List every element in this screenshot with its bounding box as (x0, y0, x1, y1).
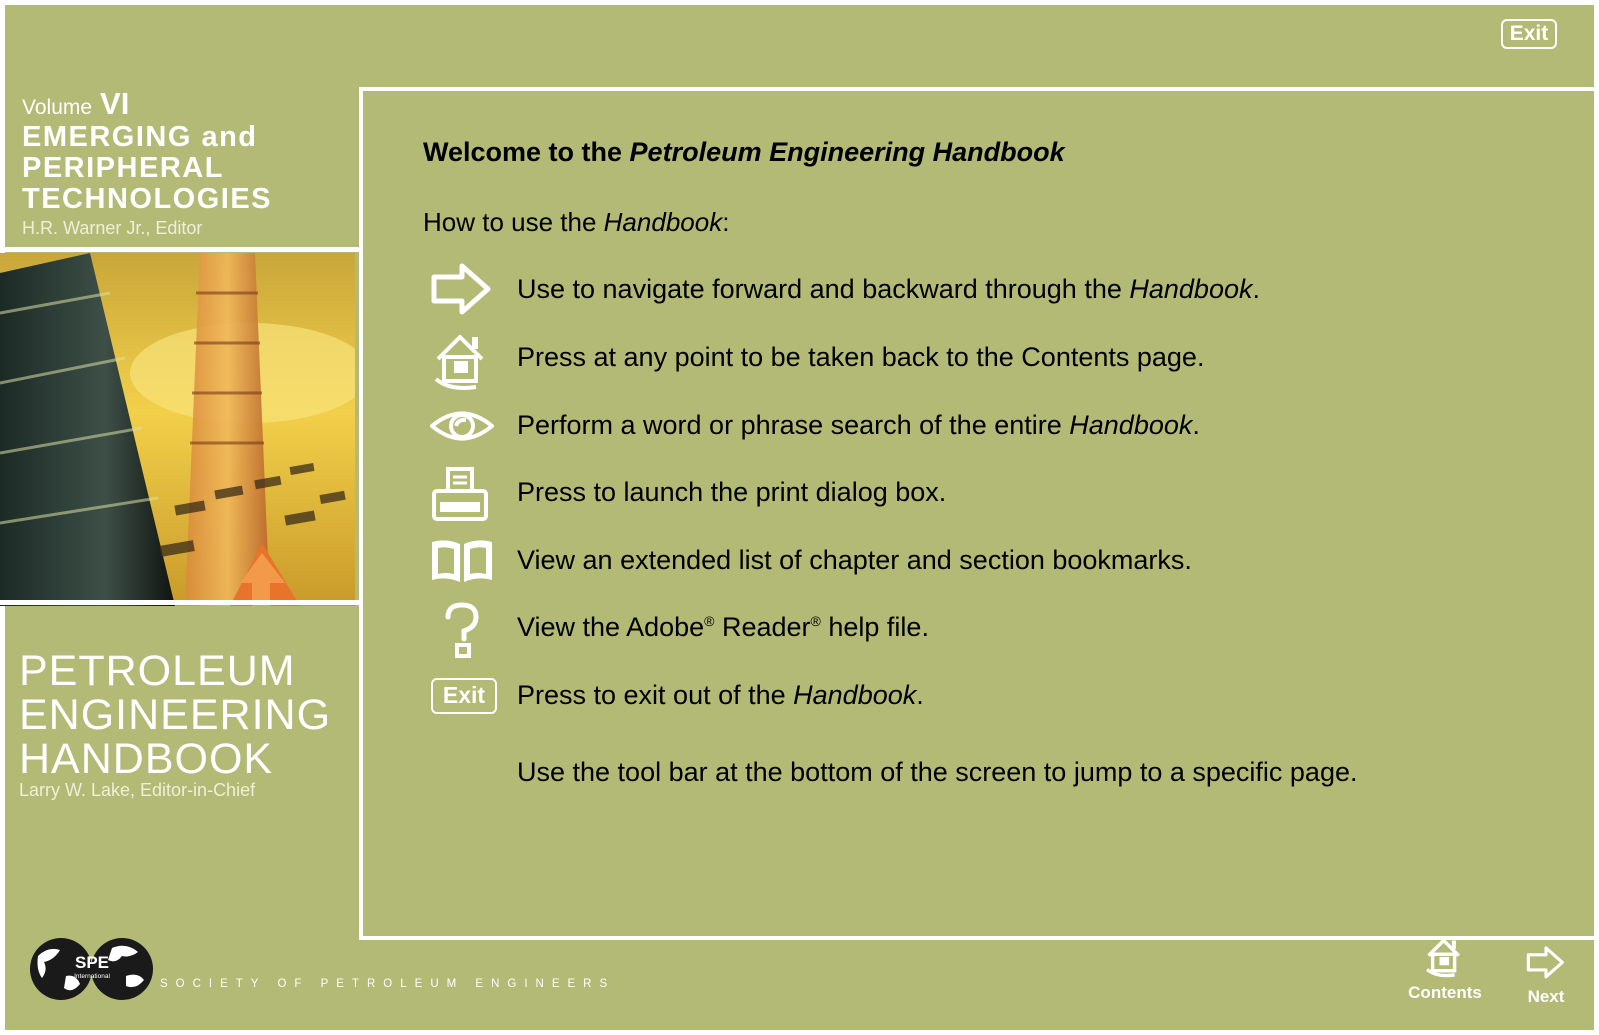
help-text-part: Reader (714, 612, 811, 642)
help-text (517, 342, 1204, 373)
help-text-em: Handbook (1129, 274, 1253, 304)
registered-mark: ® (810, 613, 821, 629)
sidebar-divider (0, 247, 359, 252)
help-text-part: Use to navigate forward and backward through the (517, 274, 1130, 304)
help-row-help (0, 601, 1599, 661)
volume-title-line: PERIPHERAL (22, 152, 224, 184)
help-text-part: help file. (820, 612, 929, 642)
howto-heading (423, 207, 729, 238)
help-text-part: View the Adobe (517, 612, 705, 642)
volume-word: Volume (22, 96, 93, 119)
volume-editor: H.R. Warner Jr., Editor (22, 218, 203, 238)
help-text (517, 477, 946, 508)
volume-title (22, 122, 272, 215)
next-label: Next (1527, 987, 1565, 1006)
volume-title-line: EMERGING and (22, 121, 258, 153)
book-title-line: HANDBOOK (19, 735, 274, 783)
help-text (517, 410, 1200, 441)
help-text-em: Handbook (1069, 410, 1193, 440)
help-text-part: Press to exit out of the (517, 680, 794, 710)
contents-label: Contents (1408, 983, 1482, 1002)
logo-subtext: International (74, 973, 110, 980)
contents-button[interactable] (1405, 934, 1485, 1003)
help-text-part: View an extended list of chapter and section bookmarks. (517, 545, 1192, 575)
help-row-print (0, 466, 1599, 526)
home-icon (430, 331, 494, 385)
help-text-part: . (1252, 274, 1260, 304)
help-row-bookmarks (0, 534, 1599, 594)
help-text-part: Press at any point to be taken back to the Contents page. (517, 342, 1205, 372)
arrow-right-icon (1525, 946, 1567, 980)
howto-prefix: How to use the (423, 207, 604, 237)
book-title-line: PETROLEUM (19, 647, 296, 695)
registered-mark: ® (704, 613, 715, 629)
help-row-contents (0, 331, 1599, 391)
logo-text: SPE (74, 953, 110, 972)
help-row-exit (0, 670, 1599, 730)
volume-heading (22, 86, 129, 122)
help-text-part: Press to launch the print dialog box. (517, 477, 947, 507)
exit-icon: Exit (431, 678, 497, 714)
spe-logo (30, 936, 155, 1007)
home-icon (1423, 934, 1467, 980)
page-title (423, 137, 1065, 168)
help-text (517, 545, 1192, 576)
help-text-part: . (916, 680, 924, 710)
society-name: SOCIETY OF PETROLEUM ENGINEERS (160, 978, 616, 990)
help-text-em: Handbook (793, 680, 917, 710)
book-icon (430, 534, 494, 588)
volume-title-line: TECHNOLOGIES (22, 183, 273, 215)
next-button[interactable] (1516, 946, 1576, 1007)
volume-number: VI (100, 86, 130, 121)
help-text-part: Perform a word or phrase search of the entire (517, 410, 1070, 440)
question-icon (430, 601, 494, 655)
printer-icon (430, 466, 494, 520)
book-title-line: ENGINEERING (19, 691, 332, 739)
help-row-search (0, 399, 1599, 459)
title-prefix: Welcome to the (423, 137, 630, 167)
howto-suffix: : (722, 207, 730, 237)
toolbar-note: Use the tool bar at the bottom of the screen to jump to a specific page. (517, 757, 1358, 787)
book-editor: Larry W. Lake, Editor-in-Chief (19, 780, 256, 800)
help-text (517, 680, 924, 711)
arrow-right-icon (430, 263, 494, 317)
help-text (517, 274, 1260, 305)
howto-book-name: Handbook (603, 207, 723, 237)
eye-icon (430, 399, 494, 453)
help-row-navigate (0, 263, 1599, 323)
exit-button[interactable]: Exit (1501, 19, 1557, 49)
help-text-part: . (1192, 410, 1200, 440)
help-text (517, 612, 929, 643)
title-book-name: Petroleum Engineering Handbook (629, 137, 1065, 167)
